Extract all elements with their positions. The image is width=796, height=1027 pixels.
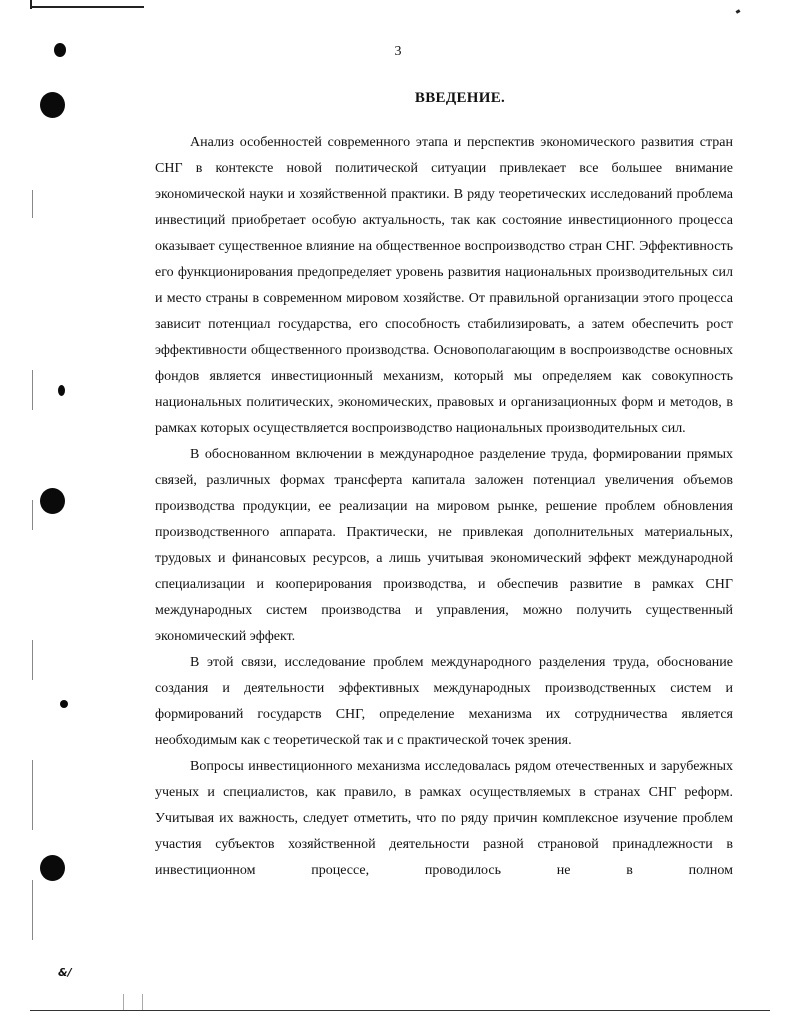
heading-area [0,0,796,120]
paragraph: В этой связи, исследование проблем международного разделения труда, обоснование создания и деятельности эффективных международных производственных систем и формирований государств СНГ, определение механизма их сотрудничества является необходимым как с теоретической так и с практической точек зрения. [155,655,733,748]
scan-artifact [32,500,33,530]
body-text [155,130,733,884]
paragraph: Вопросы инвестиционного механизма исследовалась рядом отечественных и зарубежных ученых и специалистов, как правило, в рамках осуществляемых в странах СНГ реформ. Учитывая их важность, следует отметить, что по ряду причин комплексное изучение проблем участия субъектов хозяйственной деятельности разной страновой принадлежности в инвестиционном процессе, проводилось не в полном [155,759,733,878]
handwritten-mark: &/ [58,966,72,979]
scan-artifact [32,370,33,410]
scan-artifact [123,994,143,1010]
punch-hole [40,855,65,881]
scan-artifact [32,190,33,218]
scan-artifact [32,760,33,830]
scan-artifact [32,880,33,940]
paragraph: В обоснованном включении в международное разделение труда, формировании прямых связей, различных формах трансферта капитала заложен потенциал увеличения объемов производства продукции, ее реализации на мировом рынке, решение проблем обновления производственного аппарата. Практически, не привлекая дополнительных материальных, трудовых и финансовых ресурсов, а лишь учитывая экономический эффект международной специализации и кооперирования производства, и обеспечив развитие в рамках СНГ международных систем производства и управления, можно получить существенный экономический эффект. [155,447,733,644]
page-number: 3 [394,44,402,59]
scan-artifact [32,640,33,680]
punch-hole [58,385,65,396]
punch-hole [40,488,65,514]
page-title: ВВЕДЕНИЕ. [414,90,506,106]
paragraph: Анализ особенностей современного этапа и перспектив экономического развития стран СНГ в контексте новой политической ситуации привлекает все большее внимание экономической науки и хозяйственной практики. В ряду теоретических исследований проблема инвестиций приобретает особую актуальность, так как состояние инвестиционного процесса оказывает существенное влияние на общественное воспроизводство стран СНГ. Эффективность его функционирования предопределяет уровень развития национальных производительных сил и место страны в современном мировом хозяйстве. От правильной организации этого процесса зависит потенциал государства, его способность стабилизировать, а затем обеспечить рост эффективности общественного производства. Основополагающим в воспроизводстве основных фондов является инвестиционный механизм, который мы определяем как совокупность национальных политических, экономических, правовых и организационных форм и методов, в рамках которых осуществляется воспроизводство национальных производительных сил. [155,135,733,436]
punch-hole [60,700,68,708]
scan-artifact [30,1010,770,1011]
